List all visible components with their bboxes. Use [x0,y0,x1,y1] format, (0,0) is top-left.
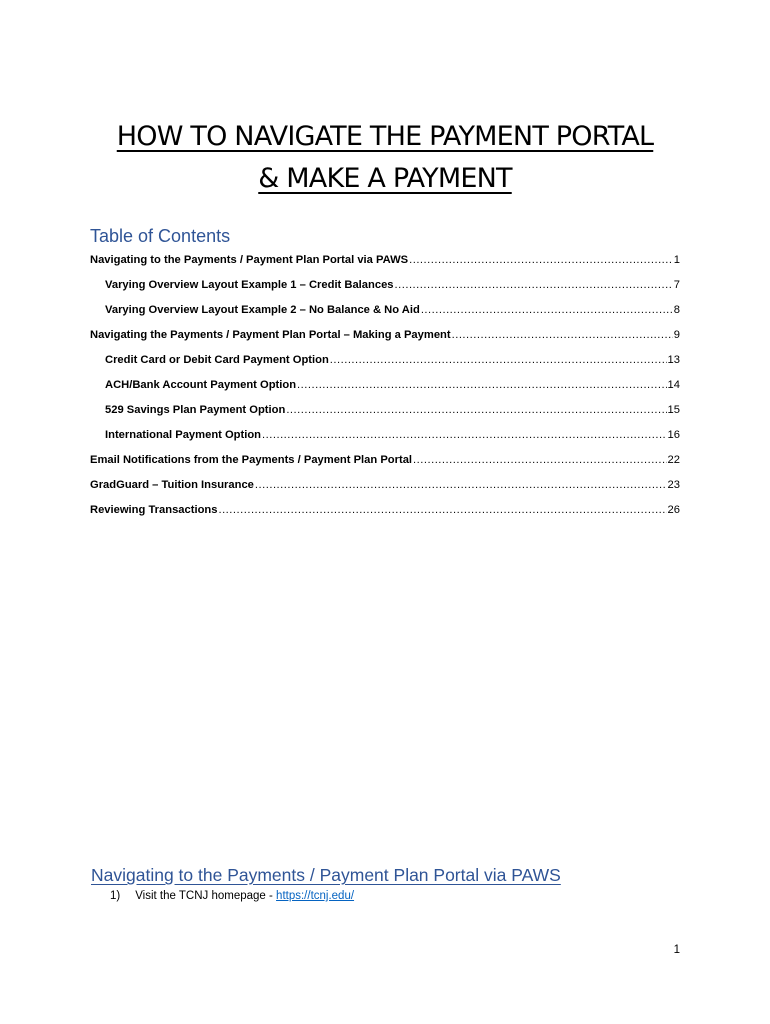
toc-entry[interactable] [105,402,680,418]
toc-leader [286,402,666,418]
toc-entry-label: International Payment Option [105,429,262,441]
toc-page-number: 14 [667,379,680,391]
toc-leader [262,427,667,443]
toc-entry-label: Email Notifications from the Payments / Payment Plan Portal [90,454,413,466]
toc-page-number: 26 [667,504,680,516]
toc-page-number: 13 [667,354,680,366]
toc-entry[interactable] [90,502,680,518]
toc-page-number: 9 [673,329,680,341]
toc-leader [330,352,667,368]
toc-entry[interactable] [105,277,680,293]
toc-leader [218,502,666,518]
step-text: Visit the TCNJ homepage - [135,890,277,902]
toc-leader [395,277,673,293]
toc-entry[interactable] [90,327,680,343]
toc-page-number: 16 [667,429,680,441]
toc-entry-label: Navigating to the Payments / Payment Plan Portal via PAWS [90,254,409,266]
toc-entry[interactable] [105,352,680,368]
document-title [60,116,710,200]
toc-entry-label: ACH/Bank Account Payment Option [105,379,297,391]
toc-leader [255,477,667,493]
toc-leader [409,252,673,268]
tcnj-homepage-link[interactable]: https://tcnj.edu/ [276,890,355,902]
page-number: 1 [673,944,680,956]
toc-entry[interactable] [90,452,680,468]
toc-page-number: 7 [673,279,680,291]
toc-page-number: 23 [667,479,680,491]
step-item [110,890,354,902]
toc-entry-label: Credit Card or Debit Card Payment Option [105,354,329,366]
toc-entry-label: 529 Savings Plan Payment Option [105,404,286,416]
toc-leader [452,327,673,343]
toc-entry-label: Reviewing Transactions [90,504,218,516]
toc-page-number: 1 [673,254,680,266]
toc-entry-label: GradGuard – Tuition Insurance [90,479,254,491]
toc-leader [297,377,667,393]
toc-entry-label: Navigating the Payments / Payment Plan Portal – Making a Payment [90,329,451,341]
document-title-line-1: HOW TO NAVIGATE THE PAYMENT PORTAL [116,121,654,153]
toc-entry[interactable] [90,477,680,493]
toc-page-number: 15 [667,404,680,416]
step-number: 1) [110,890,121,902]
toc-entry-label: Varying Overview Layout Example 1 – Credit Balances [105,279,394,291]
section-heading: Navigating to the Payments / Payment Plan Portal via PAWS [91,865,561,885]
toc-leader [421,302,673,318]
toc-entry[interactable] [105,427,680,443]
toc-heading: Table of Contents [90,226,231,246]
toc-entry[interactable] [105,377,680,393]
document-title-line-2: & MAKE A PAYMENT [258,163,512,195]
toc-entry-label: Varying Overview Layout Example 2 – No Balance & No Aid [105,304,420,316]
toc-leader [413,452,667,468]
toc-page-number: 8 [673,304,680,316]
toc-entry[interactable] [90,252,680,268]
toc-entry[interactable] [105,302,680,318]
toc-page-number: 22 [667,454,680,466]
